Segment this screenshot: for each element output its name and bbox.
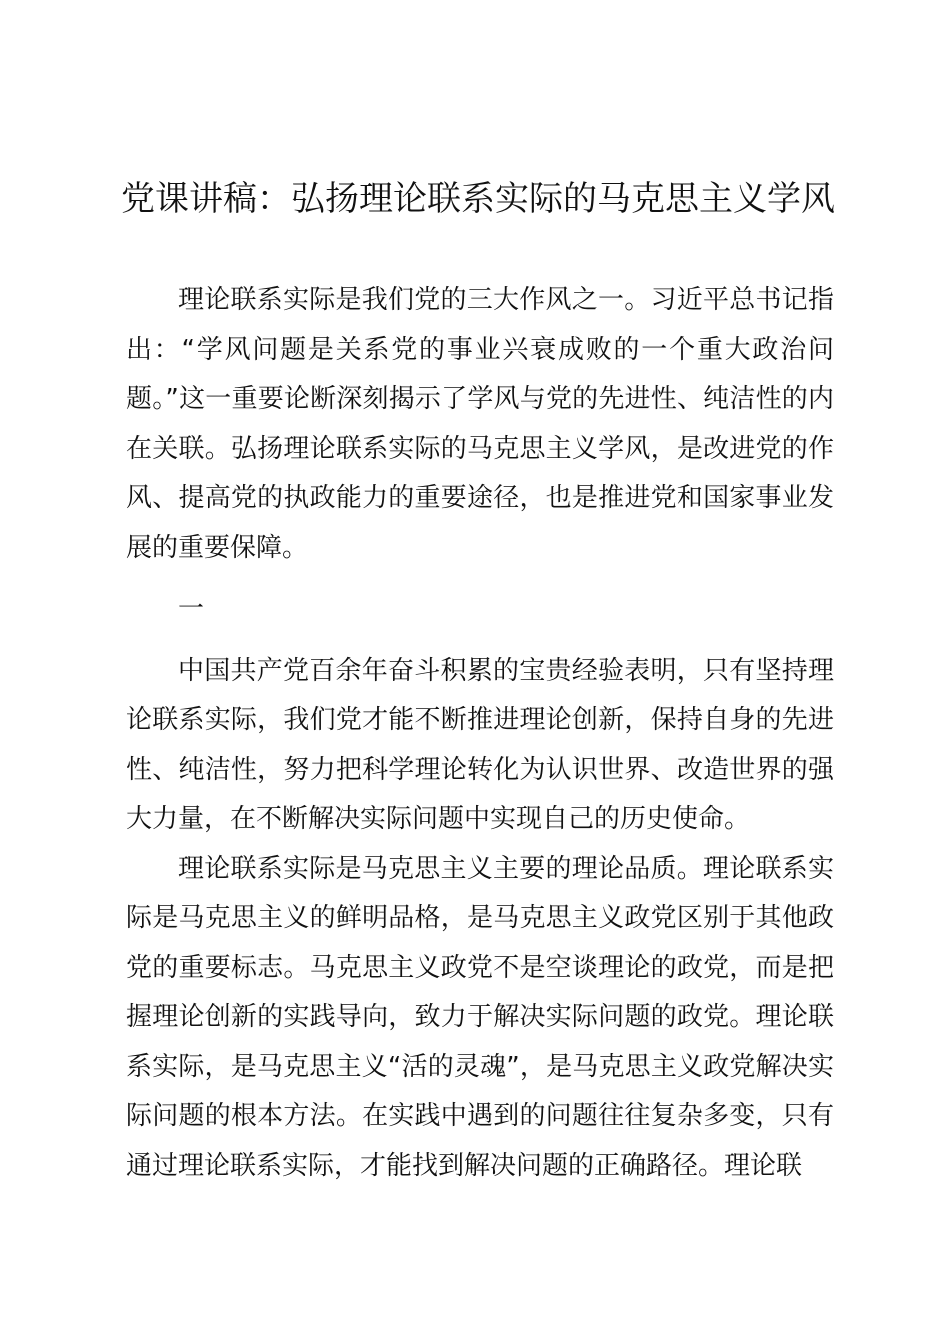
- document-body: [126, 276, 834, 1191]
- section-paragraph: 理论联系实际是马克思主义主要的理论品质。理论联系实际是马克思主义的鲜明品格，是马克思主义政党区别于其他政党的重要标志。马克思主义政党不是空谈理论的政党，而是把握理论创新的实践导向，致力于解决实际问题的政党。理论联系实际，是马克思主义“活的灵魂”，是马克思主义政党解决实际问题的根本方法。在实践中遇到的问题往往复杂多变，只有通过理论联系实际，才能找到解决问题的正确路径。理论联: [126, 853, 834, 1181]
- intro-paragraph: 理论联系实际是我们党的三大作风之一。习近平总书记指出：“学风问题是关系党的事业兴衰成败的一个重大政治问题。”这一重要论断深刻揭示了学风与党的先进性、纯洁性的内在关联。弘扬理论联系实际的马克思主义学风，是改进党的作风、提高党的执政能力的重要途径，也是推进党和国家事业发展的重要保障。: [126, 285, 834, 563]
- section-paragraph: 中国共产党百余年奋斗积累的宝贵经验表明，只有坚持理论联系实际，我们党才能不断推进理论创新，保持自身的先进性、纯洁性，努力把科学理论转化为认识世界、改造世界的强大力量，在不断解决实际问题中实现自己的历史使命。: [126, 655, 834, 834]
- section-number: 一: [178, 594, 205, 624]
- document-title: 党课讲稿：弘扬理论联系实际的马克思主义学风: [121, 179, 835, 219]
